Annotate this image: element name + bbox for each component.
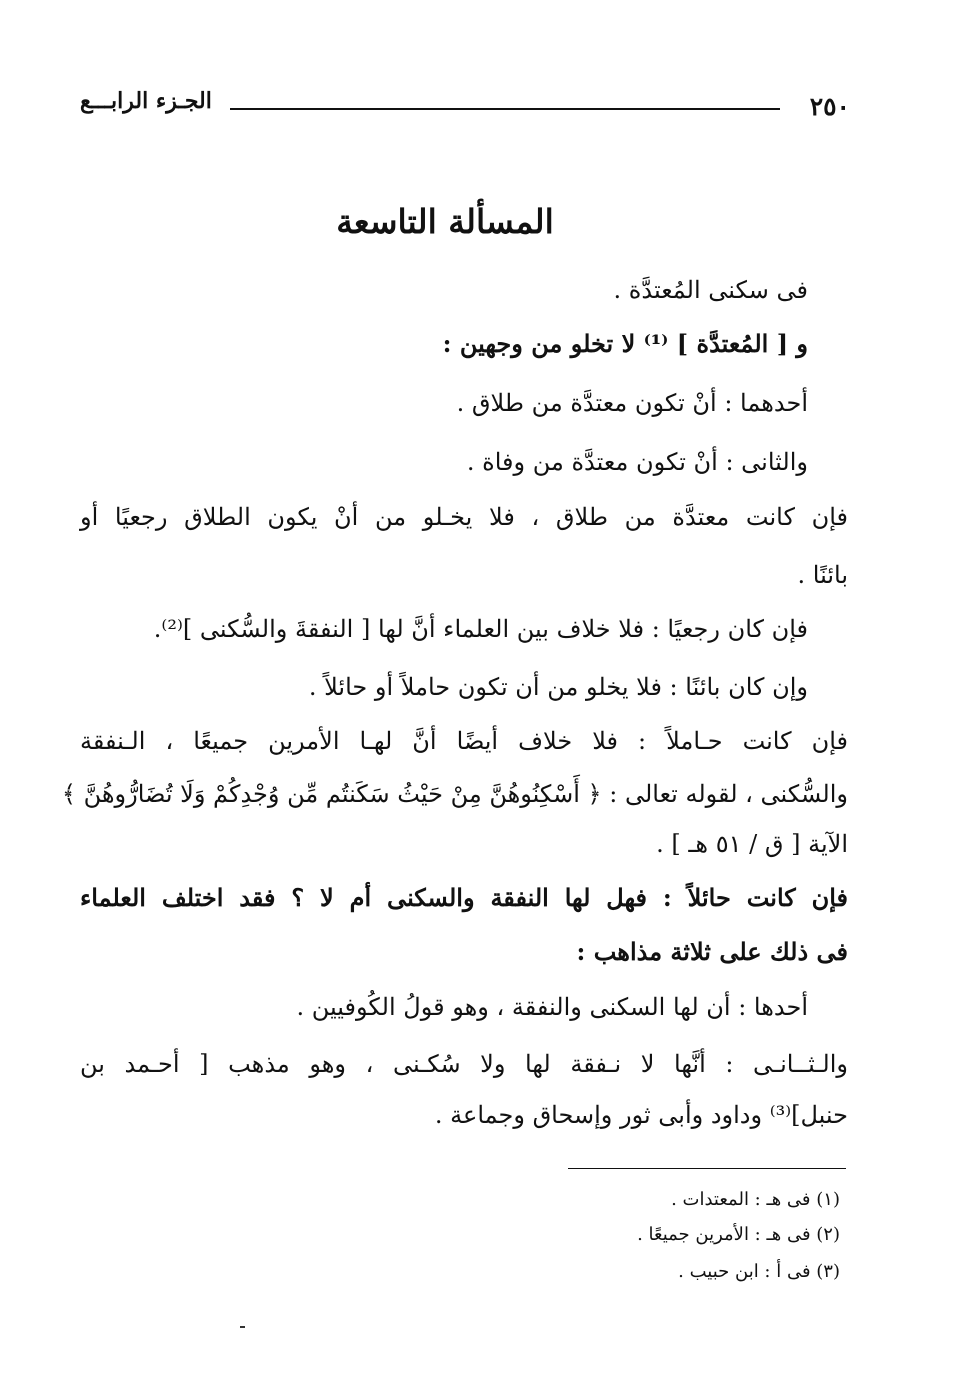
page-number: ٢٥٠ [809,92,850,121]
header-rule [230,108,780,110]
body-line: أحدها : أن لها السكنى والنفقة ، وهو قولُ الكُوفيين . [296,993,808,1021]
body-line: فإن كان رجعيًا : فلا خلاف بين العلماء أنَّ لها [ النفقةَ والسُّكنى ]⁽²⁾. [153,615,808,643]
body-line: والـثــانـى : أنَّها لا نـفقة لها ولا سُكـنى ، وهو مذهب [ أحـمد بن [80,1050,848,1078]
body-line: فى سكنى المُعتدَّة . [613,276,808,304]
body-line: فإن كانت حـاملاً : فلا خلاف أيضًا أنَّ لهـا الأمرين جميعًا ، الـنفقة [80,727,848,755]
body-line: أحدهما : أنْ تكون معتدَّة من طلاق . [456,389,808,417]
quran-verse-line: والسُّكنى ، لقوله تعالى : ﴿ أَسْكِنُوهُنَّ مِنْ حَيْثُ سَكَنتُم مِّن وُجْدِكُمْ وَلَا تُضَارُّوهُنَّ ﴾ [61,780,848,808]
footnote: (١) فى هـ : المعتدات . [671,1189,840,1210]
body-line: بائنًا . [797,561,848,589]
body-line: حنبل]⁽³⁾ وداود وأبى ثور وإسحاق وجماعة . [434,1101,848,1129]
body-line: فى ذلك على ثلاثة مذاهب : [576,937,848,966]
body-line: فإن كانت معتدَّة من طلاق ، فلا يخـلو من أنْ يكون الطلاق رجعيًا أو [80,503,848,531]
footnote: (٣) فى أ : ابن حبيب . [678,1261,840,1282]
body-line: والثانى : أنْ تكون معتدَّة من وفاة . [466,448,808,476]
print-mark [240,1326,245,1328]
chapter-title: المسألة التاسعة [336,202,554,241]
page-header [80,88,850,128]
footnote-rule [568,1168,846,1169]
running-title: الجـزء الرابـــع [80,88,212,114]
body-line: و [ المُعتدَّة ] ⁽¹⁾ لا تخلو من وجهين : [442,329,808,358]
footnote: (٢) فى هـ : الأمرين جميعًا . [637,1224,840,1245]
body-line: فإن كانت حائلاً : فهل لها النفقة والسكنى أم لا ؟ فقد اختلف العلماء [80,883,848,912]
body-line: الآية [ ق / ٥١ هـ ] . [656,830,848,858]
body-line: وإن كان بائنًا : فلا يخلو من أن تكون حاملاً أو حائلاً . [308,673,808,701]
